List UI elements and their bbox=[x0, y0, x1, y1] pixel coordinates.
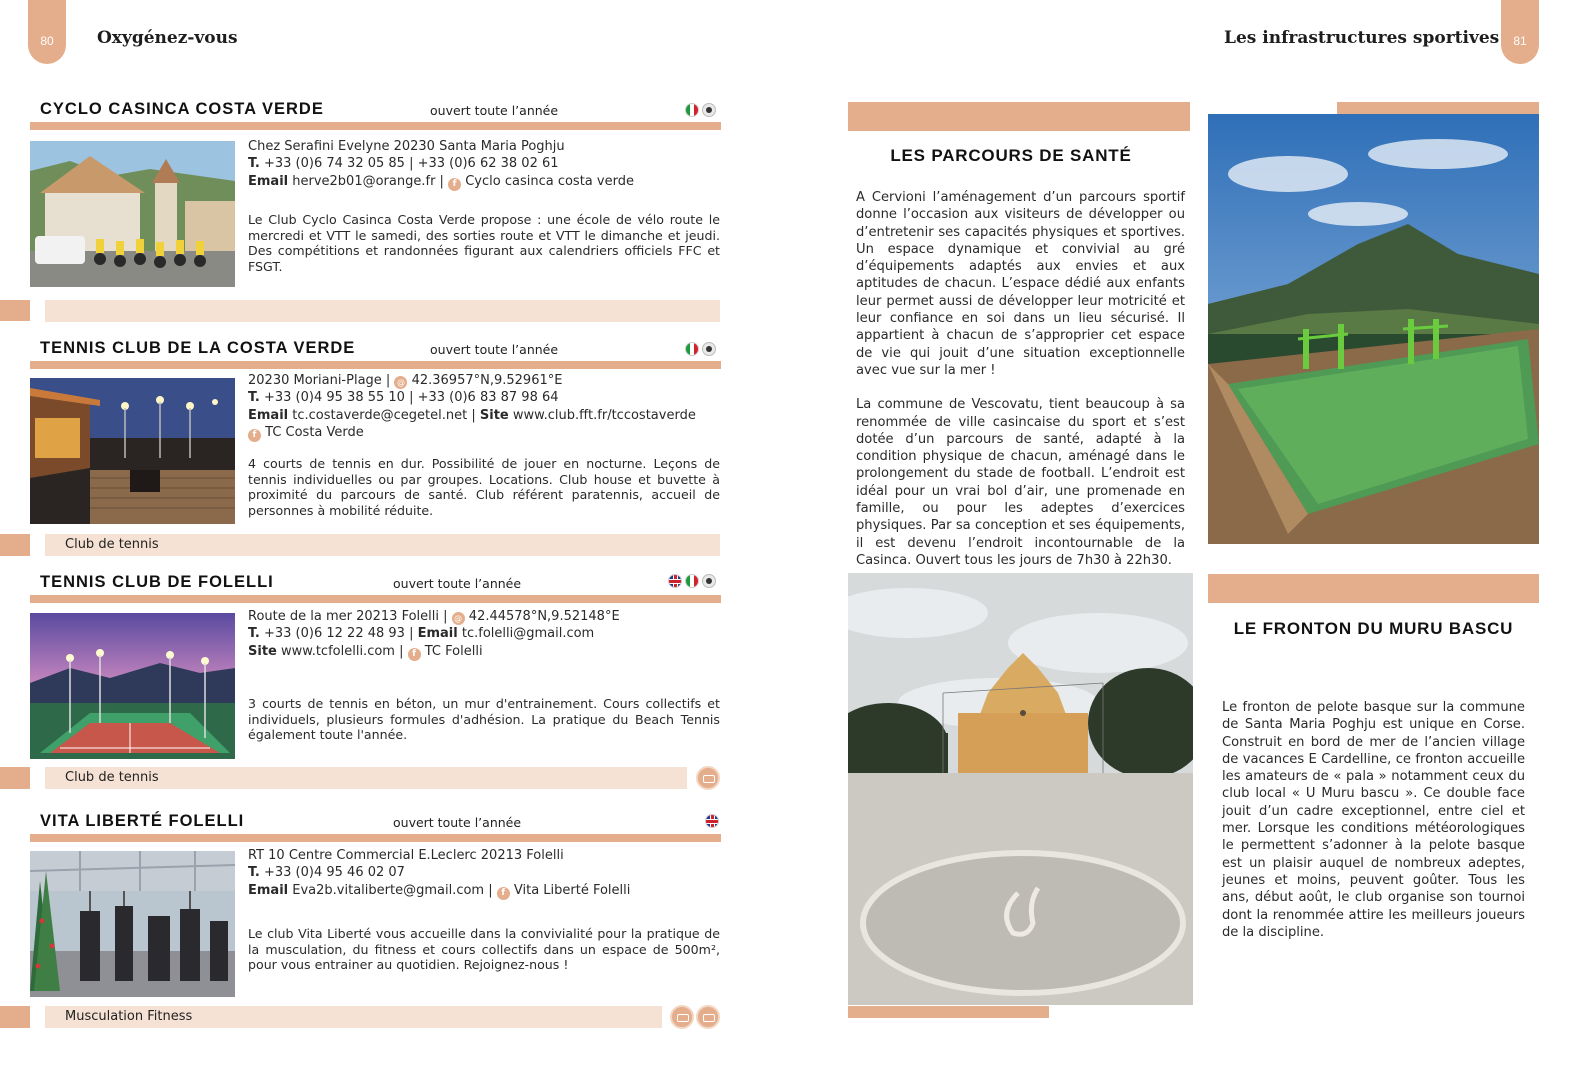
facebook-icon: f bbox=[408, 648, 421, 661]
page-number-tab-right bbox=[1501, 0, 1539, 64]
gps-icon: @ bbox=[452, 612, 465, 625]
category-bar bbox=[45, 300, 720, 322]
site-line: Site www.tcfolelli.com | f TC Folelli bbox=[248, 643, 483, 659]
language-flags bbox=[685, 103, 716, 117]
voucher-icon bbox=[696, 766, 720, 790]
entry-description: Le club Vita Liberté vous accueille dans la convivialité pour la pratique de la musculation, du fitness et cours collectifs dans un espace de 500m², pour vous entrainer au quotidien. Rejoignez-nous ! bbox=[248, 926, 720, 973]
italian-flag-icon bbox=[685, 574, 699, 588]
running-head-left: Oxygénez-vous bbox=[97, 28, 238, 48]
paragraph: La commune de Vescovatu, tient beaucoup à sa renommée de ville casincaise du sport et s’est dotée d’un parcours de santé, adapté à la condition physique de chacun, aménagé dans le prolongement du stade de football. L’endroit est idéal pour un vrai bol d’air, une promenade en famille, ou pour les adeptes d’exercices physiques. Par sa conception et ses équipements, il est devenu l’endroit incontournable de la Casinca. Ouvert tous les jours de 7h30 à 22h30. bbox=[856, 397, 1185, 568]
facebook-icon: f bbox=[497, 887, 510, 900]
opening-hours: ouvert toute l’année bbox=[393, 815, 522, 830]
page-number: 81 bbox=[1513, 34, 1527, 48]
opening-hours: ouvert toute l’année bbox=[393, 576, 522, 591]
phone: +33 (0)4 95 46 02 07 bbox=[263, 865, 405, 881]
photo-accent-band bbox=[1337, 102, 1539, 114]
category-marker bbox=[0, 534, 30, 556]
cyclists-photo bbox=[30, 141, 235, 287]
facebook-icon: f bbox=[248, 429, 261, 442]
facebook-line bbox=[248, 424, 728, 442]
category-marker bbox=[0, 1006, 30, 1028]
facebook-link[interactable]: Vita Liberté Folelli bbox=[513, 882, 631, 898]
chinese-visa-icon bbox=[702, 574, 716, 588]
photo-accent-band bbox=[848, 1006, 1049, 1018]
category-marker bbox=[0, 767, 30, 789]
phone: +33 (0)6 12 22 48 93 | bbox=[263, 626, 414, 642]
address: Chez Serafini Evelyne 20230 Santa Maria Poghju bbox=[248, 139, 565, 154]
email-link[interactable]: herve2b01@orange.fr | bbox=[292, 173, 444, 189]
category-bar: Club de tennis bbox=[45, 767, 687, 789]
paragraph: A Cervioni l’aménagement d’un parcours sportif donne l’occasion aux visiteurs de développer ou d’entretenir ses capacités physiques et sportives. Un espace dynamique et convivial au gré d’équipements adaptés aux envies et aux aptitudes de chacun. L’espace dédié aux enfants leur permet aussi de développer leur motricité et leur confiance en soi dans un lieu sécurisé. Il appartient à chacun de s’approprier cet espace de vie qui jouit d’une situation exceptionnelle avec vue sur la mer ! bbox=[856, 190, 1185, 378]
chinese-visa-icon bbox=[702, 342, 716, 356]
tennis-club-night-photo bbox=[30, 378, 235, 524]
address: RT 10 Centre Commercial E.Leclerc 20213 Folelli bbox=[248, 848, 564, 863]
uk-flag-icon bbox=[668, 574, 682, 588]
entry-title: TENNIS CLUB DE LA COSTA VERDE bbox=[40, 339, 356, 357]
contact-info bbox=[248, 608, 728, 661]
contact-info bbox=[248, 138, 728, 191]
chinese-visa-icon bbox=[702, 103, 716, 117]
italian-flag-icon bbox=[685, 103, 699, 117]
opening-hours: ouvert toute l’année bbox=[430, 342, 559, 357]
fitness-park-photo bbox=[1208, 114, 1539, 544]
entry-description: Le Club Cyclo Casinca Costa Verde propose : une école de vélo route le mercredi et VTT le samedi, des sorties route et VTT le dimanche et jeudi. Des compétitions et randonnées figurant aux calendriers officiels FFC et FSGT. bbox=[248, 212, 720, 274]
section-header-band bbox=[848, 102, 1190, 131]
category-bar: Club de tennis bbox=[45, 534, 720, 556]
contact-info bbox=[248, 847, 728, 900]
title-rule bbox=[30, 122, 721, 130]
facebook-icon: f bbox=[448, 178, 461, 191]
section-header-band bbox=[1208, 574, 1539, 603]
entry-title: CYCLO CASINCA COSTA VERDE bbox=[40, 100, 324, 118]
running-head-right: Les infrastructures sportives bbox=[1224, 28, 1500, 48]
title-rule bbox=[30, 834, 721, 842]
email-line: Email tc.costaverde@cegetel.net | Site www.club.fft.fr/tccostaverde bbox=[248, 407, 696, 423]
title-rule bbox=[30, 361, 721, 369]
fronton-photo bbox=[848, 573, 1193, 1005]
phone: +33 (0)6 74 32 05 85 | +33 (0)6 62 38 02 61 bbox=[263, 156, 559, 172]
title-rule bbox=[30, 595, 721, 603]
language-flags bbox=[668, 574, 716, 588]
language-flags bbox=[705, 814, 719, 828]
facebook-link[interactable]: TC Folelli bbox=[424, 643, 483, 659]
language-flags bbox=[685, 342, 716, 356]
email-line: Email herve2b01@orange.fr | f Cyclo casinca costa verde bbox=[248, 173, 634, 189]
voucher-icon bbox=[696, 1005, 720, 1029]
phone-line: T. +33 (0)4 95 46 02 07 bbox=[248, 865, 405, 881]
italian-flag-icon bbox=[685, 342, 699, 356]
page-number-tab-left bbox=[28, 0, 66, 64]
gps-icon: @ bbox=[394, 376, 407, 389]
page-number: 80 bbox=[40, 34, 54, 48]
phone-line: T. +33 (0)6 12 22 48 93 | Email tc.folelli@gmail.com bbox=[248, 626, 595, 642]
phone-line: T. +33 (0)6 74 32 05 85 | +33 (0)6 62 38 02 61 bbox=[248, 156, 559, 172]
address: 20230 Moriani-Plage | bbox=[248, 373, 391, 388]
gps-coordinates: 42.44578°N,9.52148°E bbox=[468, 609, 620, 624]
address: Route de la mer 20213 Folelli | bbox=[248, 609, 448, 624]
card-payment-icon bbox=[670, 1005, 694, 1029]
entry-title: VITA LIBERTÉ FOLELLI bbox=[40, 812, 245, 830]
address-line bbox=[248, 608, 728, 625]
uk-flag-icon bbox=[705, 814, 719, 828]
phone-line: T. +33 (0)4 95 38 55 10 | +33 (0)6 83 87 98 64 bbox=[248, 390, 559, 406]
email-link[interactable]: Eva2b.vitaliberte@gmail.com | bbox=[292, 882, 493, 898]
section-text bbox=[1222, 699, 1525, 941]
site-link[interactable]: www.tcfolelli.com | bbox=[281, 643, 404, 659]
section-text bbox=[856, 189, 1185, 569]
opening-hours: ouvert toute l’année bbox=[430, 103, 559, 118]
gps-coordinates: 42.36957°N,9.52961°E bbox=[411, 373, 563, 388]
entry-description: 4 courts de tennis en dur. Possibilité de jouer en nocturne. Leçons de tennis individuelles ou par groupes. Locations. Club house et buvette à proximité du parcours de santé. Club référent paratennis, accueil de personnes à mobilité réduite. bbox=[248, 456, 720, 518]
address-line bbox=[248, 372, 728, 389]
site-link[interactable]: www.club.fft.fr/tccostaverde bbox=[512, 407, 696, 423]
section-title: LES PARCOURS DE SANTÉ bbox=[890, 146, 1132, 165]
paragraph: Le fronton de pelote basque sur la commune de Santa Maria Poghju est unique en Corse. Construit en bord de mer de l’ancien village de vacances E Cardelline, ce fronton accueille les amateurs de « pala » notamment ceux du club local « U Muru bascu ». Ce double face jouit d’un cadre exceptionnel, entre ciel et mer. Lorsque les conditions météorologiques le permettent s’adonner à la pelote basque est un plaisir auquel de nombreux adeptes, jeunes et moins, peuvent goûter. Tous les ans, début août, le club organise son tournoi dont la renommée attire les meilleurs joueurs de la discipline. bbox=[1222, 700, 1525, 940]
tennis-courts-dusk-photo bbox=[30, 613, 235, 759]
facebook-link[interactable]: Cyclo casinca costa verde bbox=[465, 173, 634, 189]
fitness-gym-photo bbox=[30, 851, 235, 997]
facebook-link[interactable]: TC Costa Verde bbox=[265, 425, 364, 441]
entry-description: 3 courts de tennis en béton, un mur d'entrainement. Cours collectifs et individuels, plusieurs formules d'adhésion. La pratique du Beach Tennis également toute l'année. bbox=[248, 696, 720, 743]
section-title: LE FRONTON DU MURU BASCU bbox=[1233, 619, 1514, 638]
category-marker bbox=[0, 300, 30, 321]
email-line: Email Eva2b.vitaliberte@gmail.com | f Vita Liberté Folelli bbox=[248, 882, 631, 898]
contact-info bbox=[248, 372, 728, 442]
phone: +33 (0)4 95 38 55 10 | +33 (0)6 83 87 98 64 bbox=[263, 390, 559, 406]
category-bar: Musculation Fitness bbox=[45, 1006, 662, 1028]
email-link[interactable]: tc.folelli@gmail.com bbox=[461, 626, 595, 642]
email-link[interactable]: tc.costaverde@cegetel.net | bbox=[292, 407, 476, 423]
entry-title: TENNIS CLUB DE FOLELLI bbox=[40, 573, 274, 591]
